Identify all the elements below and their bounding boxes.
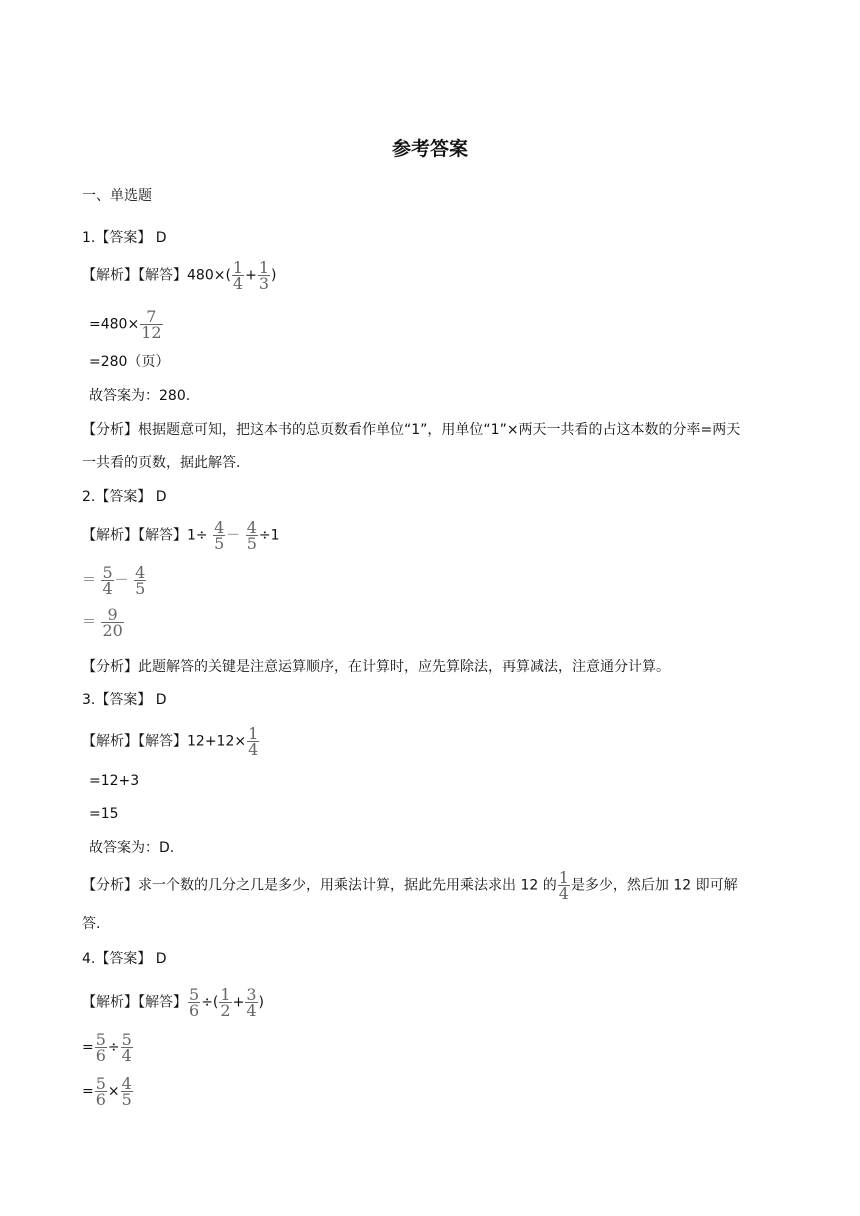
q1-step2: =280（页） — [89, 354, 170, 370]
q2-solution: 【解析】【解答】1÷ $\frac{4}{5}$ － $\frac{4}{5}$ ÷1 — [82, 518, 280, 553]
q3-solution: 【解析】【解答】12+12× $\frac{1}{4}$ — [82, 724, 259, 759]
q3-analysis-line2: 答. — [82, 916, 101, 932]
q1-analysis-line2: 一共看的页数，据此解答. — [82, 455, 241, 471]
fraction: $\frac{4}{5}$ — [121, 1074, 132, 1109]
fraction: $\frac{9}{20}$ — [102, 605, 123, 640]
q2-analysis: 【分析】此题解答的关键是注意运算顺序，在计算时，应先算除法，再算减法，注意通分计算。 — [82, 659, 670, 675]
section-heading: 一、单选题 — [82, 188, 152, 204]
q1-solution: 【解析】【解答】480×( $\frac{1}{4}$ + $\frac{1}{3}$ ) — [82, 258, 277, 293]
q4-answer: 4.【答案】 D — [82, 951, 167, 967]
fraction: $\frac{1}{4}$ — [232, 258, 244, 293]
q1-step1: =480× $\frac{7}{12}$ — [89, 307, 162, 342]
q4-solution: 【解析】【解答】 $\frac{5}{6}$ ÷( $\frac{1}{2}$ + $\frac{3}{4}$ ) — [82, 985, 264, 1020]
q3-step1: =12+3 — [89, 773, 140, 789]
q2-step1: ＝ $\frac{5}{4}$ － $\frac{4}{5}$ — [82, 563, 146, 598]
fraction: $\frac{5}{6}$ — [95, 1074, 106, 1109]
q3-analysis-line1: 【分析】求一个数的几分之几是多少，用乘法计算，据此先用乘法求出 12 的 $\frac{1}{4}$ 是多少，然后加 12 即可解 — [82, 868, 738, 903]
fraction: $\frac{7}{12}$ — [141, 307, 162, 342]
fraction: $\frac{4}{5}$ — [135, 563, 146, 598]
q4-step1: = $\frac{5}{6}$ ÷ $\frac{5}{4}$ — [82, 1030, 132, 1065]
fraction: $\frac{1}{3}$ — [258, 258, 270, 293]
q1-answer: 1.【答案】 D — [82, 230, 167, 246]
fraction: $\frac{5}{6}$ — [189, 985, 200, 1020]
q3-step2: =15 — [89, 806, 119, 822]
fraction: $\frac{5}{6}$ — [95, 1030, 106, 1065]
fraction: $\frac{4}{5}$ — [246, 518, 257, 553]
q3-answer: 3.【答案】 D — [82, 692, 167, 708]
q3-conclusion: 故答案为：D. — [89, 840, 175, 856]
fraction: $\frac{3}{4}$ — [246, 985, 257, 1020]
fraction: $\frac{5}{4}$ — [121, 1030, 132, 1065]
fraction: $\frac{5}{4}$ — [102, 563, 113, 598]
fraction: $\frac{1}{2}$ — [220, 985, 231, 1020]
fraction: $\frac{1}{4}$ — [558, 868, 569, 903]
q4-step2: = $\frac{5}{6}$ × $\frac{4}{5}$ — [82, 1074, 132, 1109]
fraction: $\frac{4}{5}$ — [214, 518, 225, 553]
fraction: $\frac{1}{4}$ — [248, 724, 259, 759]
q2-step2: ＝ $\frac{9}{20}$ — [82, 605, 123, 640]
q1-conclusion: 故答案为：280. — [89, 388, 191, 404]
q1-analysis-line1: 【分析】根据题意可知，把这本书的总页数看作单位“1”，用单位“1”×两天一共看的占这本数的分率=两天 — [82, 422, 741, 438]
q2-answer: 2.【答案】 D — [82, 489, 167, 505]
page-title: 参考答案 — [391, 138, 468, 160]
solution-label: 【解析】【解答】 — [82, 267, 187, 284]
